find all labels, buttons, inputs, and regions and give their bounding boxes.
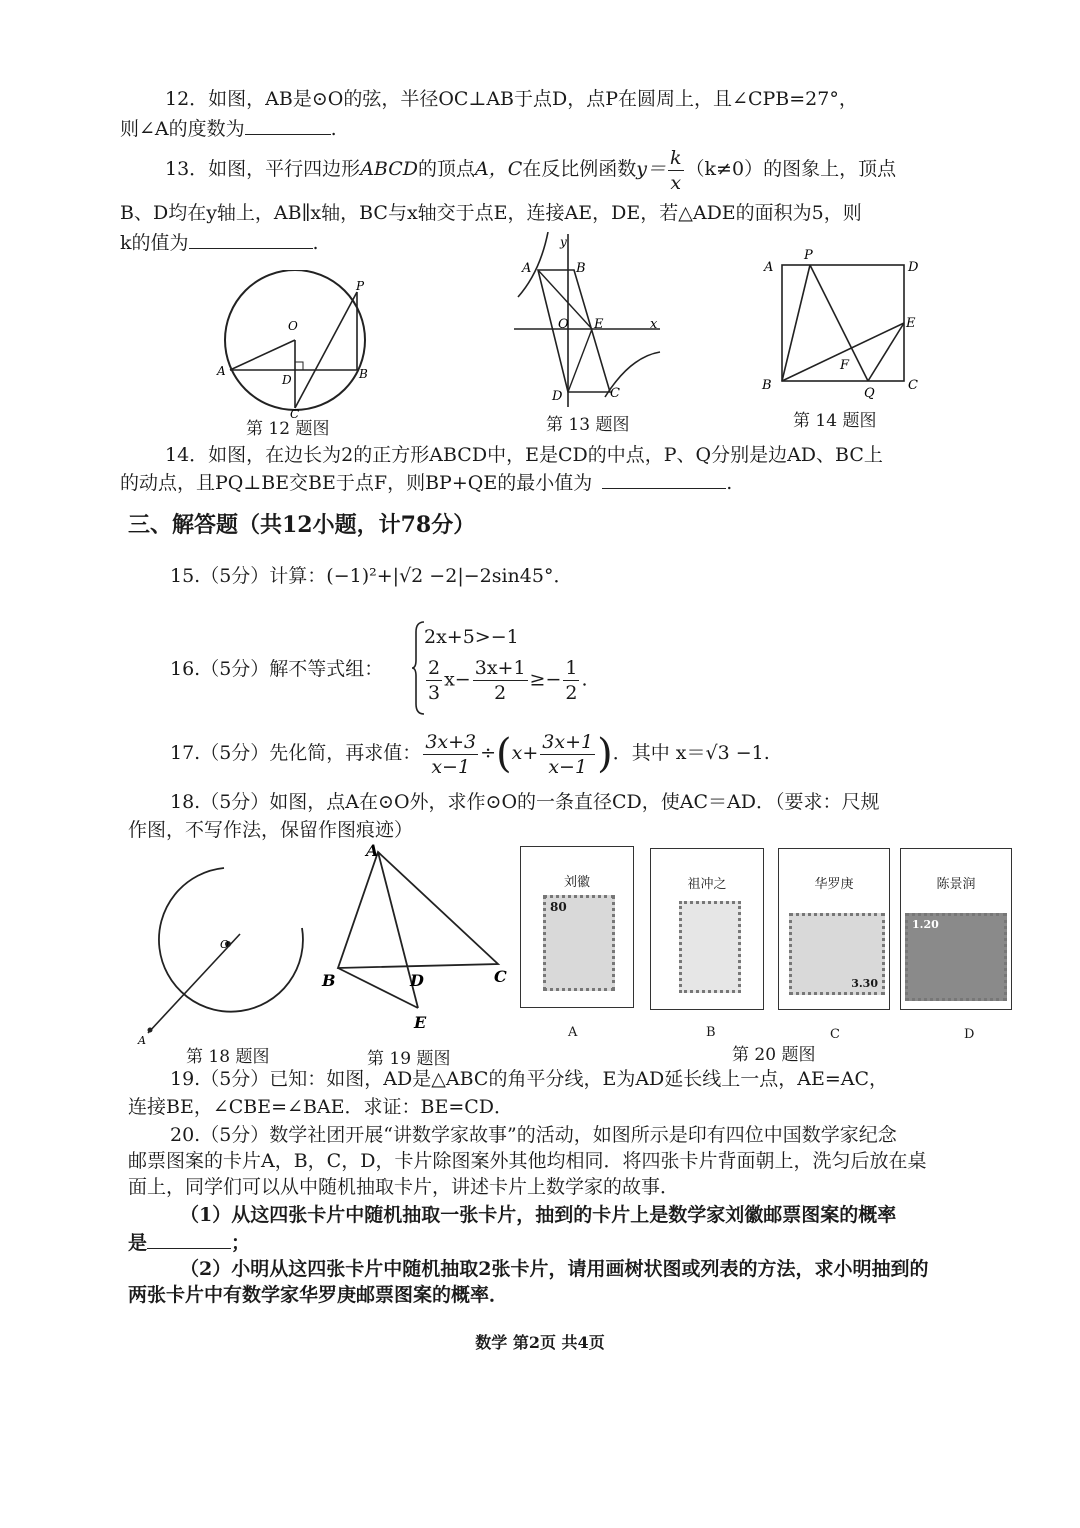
fig12-label-o: O — [288, 319, 298, 333]
q14-line1: 14．如图，在边长为2的正方形ABCD中，E是CD的中点，P、Q分别是边AD、BC上 — [165, 444, 883, 466]
fig14-diagram — [760, 245, 930, 400]
section3-heading: 三、解答题（共12小题，计78分） — [128, 512, 476, 538]
fig20-card-a[interactable] — [520, 846, 634, 1008]
card-b-name: 祖冲之 — [687, 877, 727, 892]
fig12-label-b: B — [359, 367, 368, 381]
q13-line1 — [165, 142, 896, 196]
q13-end: . — [312, 232, 319, 254]
q12-answer-blank[interactable] — [245, 116, 331, 135]
q13-line3 — [120, 230, 319, 256]
fig14-label-b: B — [762, 378, 772, 393]
fig13-de — [568, 329, 592, 392]
q19-line1: 19.（5分）已知：如图，AD是△ABC的角平分线，E为AD延长线上一点，AE=AC， — [170, 1068, 889, 1090]
fig20-letter-a: A — [568, 1025, 578, 1040]
q13-line2: B、D均在y轴上，AB∥x轴，BC与x轴交于点E，连接AE，DE，若△ADE的面积为5，则 — [120, 202, 862, 224]
q16-row1: 2x+5>−1 — [424, 626, 519, 648]
fig13-label-x: x — [650, 317, 658, 332]
q13-k: k — [670, 146, 682, 169]
fig18-caption: 第 18 题图 — [186, 1047, 270, 1067]
q20-part2-line1: （2）小明从这四张卡片中随机抽取2张卡片，请用画树状图或列表的方法，求小明抽到的 — [180, 1258, 929, 1280]
fig18-diagram — [134, 858, 324, 1048]
fig18-point-a — [148, 1028, 153, 1033]
fig12-right-angle — [295, 362, 303, 370]
fig20-caption: 第 20 题图 — [732, 1045, 816, 1065]
q14-text: 的动点，且PQ⊥BE交BE于点F，则BP+QE的最小值为 — [120, 472, 593, 494]
q14-end: . — [726, 472, 733, 494]
fig13-label-e: E — [594, 317, 604, 332]
fig14-label-q: Q — [864, 386, 875, 400]
card-a-name: 刘徽 — [563, 875, 590, 890]
q20-line3: 面上，同学们可以从中随机抽取卡片，讲述卡片上数学家的故事． — [128, 1176, 680, 1198]
q13-ac: A，C — [475, 158, 523, 180]
q12-line2 — [120, 116, 337, 142]
fig19-diagram — [318, 840, 518, 1035]
fig12-label-a: A — [217, 364, 226, 378]
q20-part1-line2 — [128, 1230, 250, 1256]
q18-line2: 作图，不写作法，保留作图痕迹） — [128, 819, 414, 841]
q20-part1-answer-blank[interactable] — [147, 1230, 231, 1249]
fig19-triangle-abc — [338, 852, 498, 968]
fig12-label-c: C — [290, 407, 300, 420]
fig14-label-d: D — [908, 260, 919, 275]
card-a-stamp-value: 80 — [550, 900, 567, 914]
fig18-circle — [159, 868, 303, 1012]
q17-frac1-den: x−1 — [431, 755, 471, 778]
fig18-label-a: A — [138, 1034, 146, 1047]
q16-frac1-num: 2 — [428, 657, 441, 679]
q17-lparen: ( — [496, 731, 512, 777]
q16-prefix: 16.（5分）解不等式组： — [170, 658, 384, 680]
fig19-label-d: D — [410, 971, 424, 990]
card-c-stamp-value: 3.30 — [851, 977, 878, 990]
fig12-label-d: D — [282, 373, 292, 387]
fig19-label-b: B — [322, 971, 336, 990]
q13-t4: （k≠0）的图象上，顶点 — [685, 158, 897, 180]
fig18-label-o: O — [220, 938, 230, 951]
fig14-bp — [782, 265, 810, 381]
fig20-card-d[interactable] — [900, 848, 1012, 1010]
fig13-label-d: D — [552, 389, 563, 404]
q12-text: 则∠A的度数为 — [120, 118, 245, 140]
q17-frac1-num: 3x+3 — [425, 730, 477, 753]
q19-line2: 连接BE，∠CBE=∠BAE．求证：BE=CD． — [128, 1096, 514, 1118]
fig13-label-a: A — [522, 261, 532, 276]
q12-line1: 12．如图，AB是⊙O的弦，半径OC⊥AB于点D，点P在圆周上，且∠CPB=27°， — [165, 88, 858, 110]
fig13-label-o: O — [558, 317, 569, 332]
page-footer: 数学 第2页 共4页 — [475, 1333, 605, 1352]
fig13-label-c: C — [610, 386, 620, 401]
fig14-label-e: E — [906, 316, 916, 331]
fig13-label-y: y — [560, 235, 567, 249]
q17-rparen: ) — [597, 731, 613, 777]
q13-t3: 在反比例函数 — [522, 158, 637, 180]
q17-line — [170, 727, 770, 780]
card-c-stamp — [789, 913, 885, 995]
q18-line1: 18.（5分）如图，点A在⊙O外，求作⊙O的一条直径CD，使AC＝AD．（要求：尺规 — [170, 791, 880, 813]
q16-ge: ≥− — [529, 668, 562, 691]
q17-suffix: ．其中 x＝√3 −1. — [612, 742, 770, 764]
fig13-caption: 第 13 题图 — [546, 415, 630, 435]
fig14-label-a: A — [764, 260, 774, 275]
fig12-pc — [295, 292, 357, 408]
q13-t2: 的顶点 — [418, 158, 476, 180]
q16-frac1-den: 3 — [428, 682, 441, 704]
card-a-stamp — [543, 895, 615, 991]
q20-part2-line2: 两张卡片中有数学家华罗庚邮票图案的概率． — [128, 1284, 509, 1306]
q20-part1-end: ； — [231, 1232, 251, 1254]
q14-line2 — [120, 470, 732, 496]
fig20-card-c[interactable] — [778, 848, 890, 1010]
fig19-label-c: C — [494, 967, 507, 986]
fig13-diagram — [510, 232, 670, 412]
q15-text: 15.（5分）计算：(−1)²+|√2 −2|−2sin45°． — [170, 565, 573, 587]
q13-answer-blank[interactable] — [189, 230, 313, 249]
fig19-label-e: E — [414, 1013, 427, 1032]
q16-x: x− — [444, 668, 471, 691]
card-d-stamp-value: 1.20 — [912, 918, 939, 931]
fig14-label-c: C — [908, 378, 918, 393]
fig19-line-be — [338, 968, 418, 1008]
q17-frac2-num: 3x+1 — [542, 730, 594, 753]
q20-line2: 邮票图案的卡片A，B，C，D，卡片除图案外其他均相同．将四张卡片背面朝上，洗匀后放在桌 — [128, 1150, 927, 1172]
q16-frac3-num: 1 — [565, 657, 578, 679]
fig12-diagram — [215, 270, 385, 420]
q17-prefix: 17.（5分）先化简，再求值： — [170, 742, 422, 764]
q16-row2 — [424, 656, 588, 705]
q20-line1: 20.（5分）数学社团开展“讲数学家故事”的活动，如图所示是印有四位中国数学家纪念 — [170, 1124, 897, 1146]
fig12-caption: 第 12 题图 — [246, 419, 330, 439]
fig19-label-a: A — [366, 841, 379, 860]
q13-y: y＝ — [636, 158, 667, 180]
fig19-caption: 第 19 题图 — [367, 1049, 451, 1069]
fig20-card-b[interactable] — [650, 848, 764, 1010]
fig14-label-p: P — [804, 248, 813, 263]
fig13-label-b: B — [576, 261, 586, 276]
card-d-stamp — [905, 913, 1007, 1001]
card-c-name: 华罗庚 — [814, 877, 854, 892]
fig20-letter-b: B — [706, 1025, 716, 1040]
q17-frac2-den: x−1 — [548, 755, 588, 778]
q13-text3: k的值为 — [120, 232, 189, 254]
fig14-caption: 第 14 题图 — [793, 411, 877, 431]
q16-end: . — [581, 668, 588, 691]
fig20-letter-d: D — [964, 1027, 975, 1042]
q13-t1: 13．如图，平行四边形 — [165, 158, 361, 180]
q13-x: x — [670, 171, 682, 194]
q13-abcd: ABCD — [360, 158, 418, 180]
q12-end: . — [330, 118, 337, 140]
q14-answer-blank[interactable] — [602, 470, 726, 489]
q17-xplus: x+ — [511, 742, 539, 764]
fig12-label-p: P — [356, 279, 365, 293]
fig12-oa — [230, 340, 295, 370]
q13-kx-fraction — [668, 146, 684, 195]
card-d-name: 陈景润 — [936, 877, 976, 892]
q17-div: ÷ — [480, 742, 497, 764]
fig20-letter-c: C — [830, 1027, 840, 1042]
q16-frac2-num: 3x+1 — [474, 657, 526, 679]
q20-part1-text: 是 — [128, 1232, 148, 1254]
q16-frac2-den: 2 — [494, 682, 507, 704]
card-b-stamp — [679, 901, 741, 993]
q20-part1-line1: （1）从这四张卡片中随机抽取一张卡片，抽到的卡片上是数学家刘徽邮票图案的概率 — [180, 1204, 897, 1226]
q16-frac3-den: 2 — [565, 682, 578, 704]
fig14-label-f: F — [840, 358, 850, 373]
